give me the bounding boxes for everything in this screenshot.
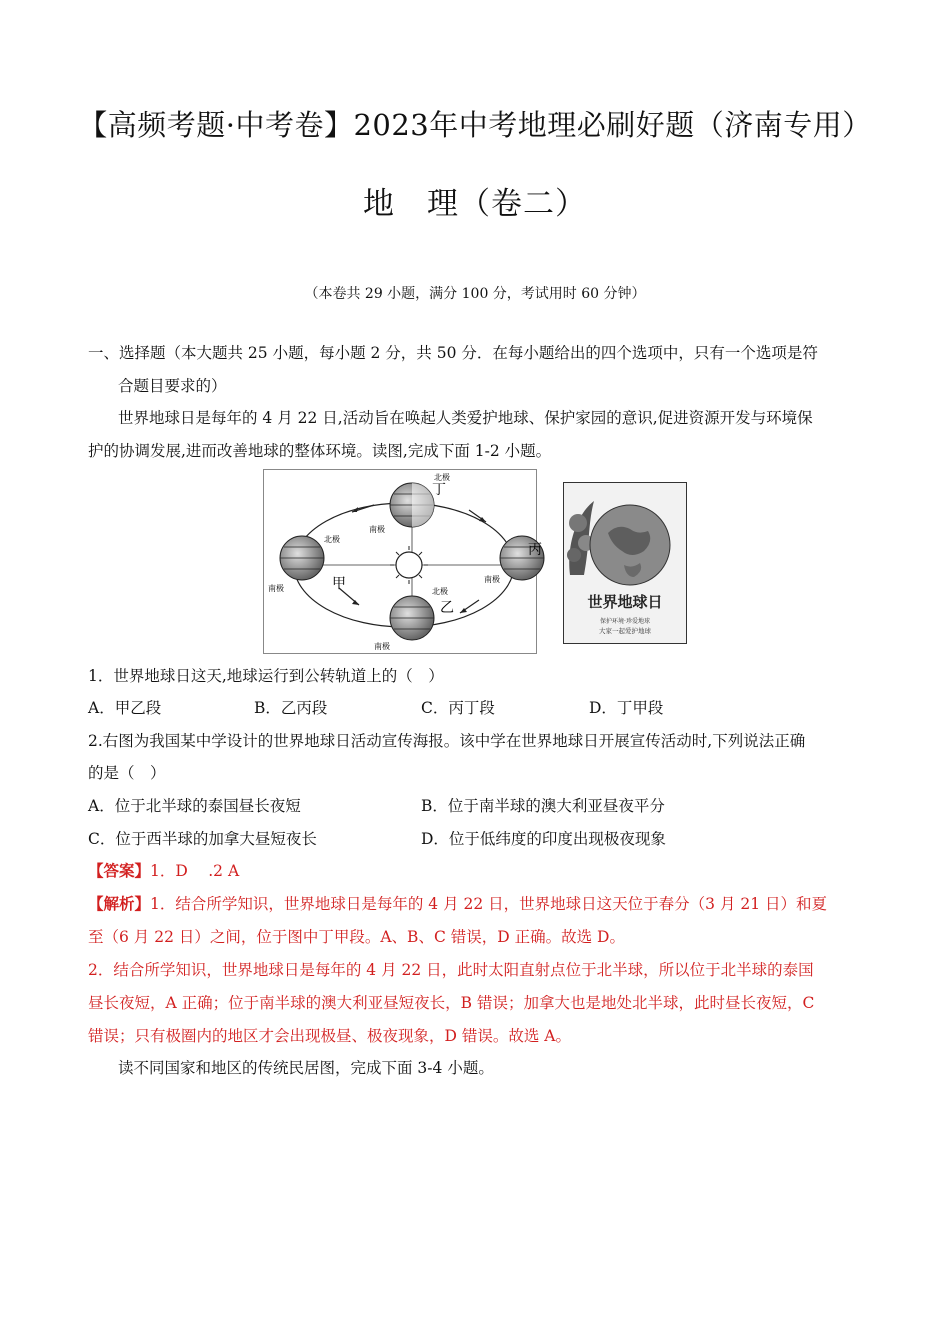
label-south-yi: 南极 xyxy=(374,642,390,651)
label-north-jia: 北极 xyxy=(324,535,340,544)
label-north-yi: 北极 xyxy=(432,587,448,596)
q2-stem-cont: 的是（ ） xyxy=(88,764,166,782)
poster-svg xyxy=(564,483,686,643)
label-south-jia: 南极 xyxy=(268,584,284,593)
intro-paragraph: 世界地球日是每年的 4 月 22 日,活动旨在唤起人类爱护地球、保护家园的意识,促进资源开发与环境保 xyxy=(118,409,813,427)
q2-option-b: B．位于南半球的澳大利亚昼夜平分 xyxy=(421,797,665,815)
label-south-bing: 南极 xyxy=(484,575,500,584)
answer-tag: 【答案】 xyxy=(88,861,151,880)
answer-line xyxy=(88,859,239,881)
analysis-line-5: 错误；只有极圈内的地区才会出现极昼、极夜现象，D 错误。故选 A。 xyxy=(88,1027,571,1045)
q1-option-c: C．丙丁段 xyxy=(421,699,495,717)
label-ding: 丁 xyxy=(432,482,446,498)
next-intro: 读不同国家和地区的传统民居图，完成下面 3-4 小题。 xyxy=(118,1059,494,1077)
q1-option-d: D．丁甲段 xyxy=(589,699,664,717)
analysis-line-3: 2．结合所学知识，世界地球日是每年的 4 月 22 日，此时太阳直射点位于北半球，所以位于北半球的泰国 xyxy=(88,961,814,979)
globe-icon xyxy=(590,505,670,585)
analysis-line-4: 昼长夜短，A 正确；位于南半球的澳大利亚昼短夜长，B 错误；加拿大也是地处北半球，此时昼长夜短，C xyxy=(88,994,815,1012)
sun-icon xyxy=(390,546,428,584)
q2-option-d: D．位于低纬度的印度出现极夜现象 xyxy=(421,830,666,848)
earth-day-poster xyxy=(563,482,687,644)
label-bing: 丙 xyxy=(528,542,542,558)
intro-paragraph-cont: 护的协调发展,进而改善地球的整体环境。读图,完成下面 1-2 小题。 xyxy=(88,442,552,460)
orbit-svg xyxy=(264,470,542,653)
label-north-ding: 北极 xyxy=(434,473,450,482)
page-title: 【高频考题·中考卷】2023年中考地理必刷好题（济南专用） xyxy=(78,108,872,142)
earth-yi xyxy=(390,596,434,640)
poster-caption-2: 大家一起爱护地球 xyxy=(599,627,651,635)
label-yi: 乙 xyxy=(440,600,454,616)
poster-title: 世界地球日 xyxy=(587,593,663,611)
page-subtitle: 地 理（卷二） xyxy=(363,186,587,222)
analysis-line-1 xyxy=(88,892,827,914)
q1-option-a: A．甲乙段 xyxy=(88,699,162,717)
earth-ding xyxy=(390,483,434,527)
section-heading: 一、选择题（本大题共 25 小题，每小题 2 分，共 50 分．在每小题给出的四个选项中，只有一个选项是符 xyxy=(88,344,818,362)
q2-option-a: A．位于北半球的泰国昼长夜短 xyxy=(88,797,301,815)
analysis-tag: 【解析】 xyxy=(88,894,151,913)
q2-stem: 2.右图为我国某中学设计的世界地球日活动宣传海报。该中学在世界地球日开展宣传活动时,下列说法正确 xyxy=(88,732,806,750)
earth-jia xyxy=(280,536,324,580)
orbit-diagram xyxy=(263,469,542,654)
exam-note: （本卷共 29 小题，满分 100 分，考试用时 60 分钟） xyxy=(304,286,646,302)
poster-caption-1: 保护环境·珍爱地球 xyxy=(600,618,650,625)
q1-option-b: B．乙丙段 xyxy=(254,699,328,717)
analysis-line-2: 至（6 月 22 日）之间，位于图中丁甲段。A、B、C 错误，D 正确。故选 D。 xyxy=(88,928,625,946)
q2-option-c: C．位于西半球的加拿大昼短夜长 xyxy=(88,830,317,848)
label-jia: 甲 xyxy=(332,576,346,592)
answer-text: 1．D .2 A xyxy=(150,862,240,880)
q1-stem: 1．世界地球日这天,地球运行到公转轨道上的（ ） xyxy=(88,667,444,685)
section-heading-cont: 合题目要求的） xyxy=(118,377,227,395)
label-south-ding: 南极 xyxy=(369,525,385,534)
analysis-text-1: 1．结合所学知识，世界地球日是每年的 4 月 22 日，世界地球日这天位于春分（3 月 21 日）和夏 xyxy=(150,895,828,913)
